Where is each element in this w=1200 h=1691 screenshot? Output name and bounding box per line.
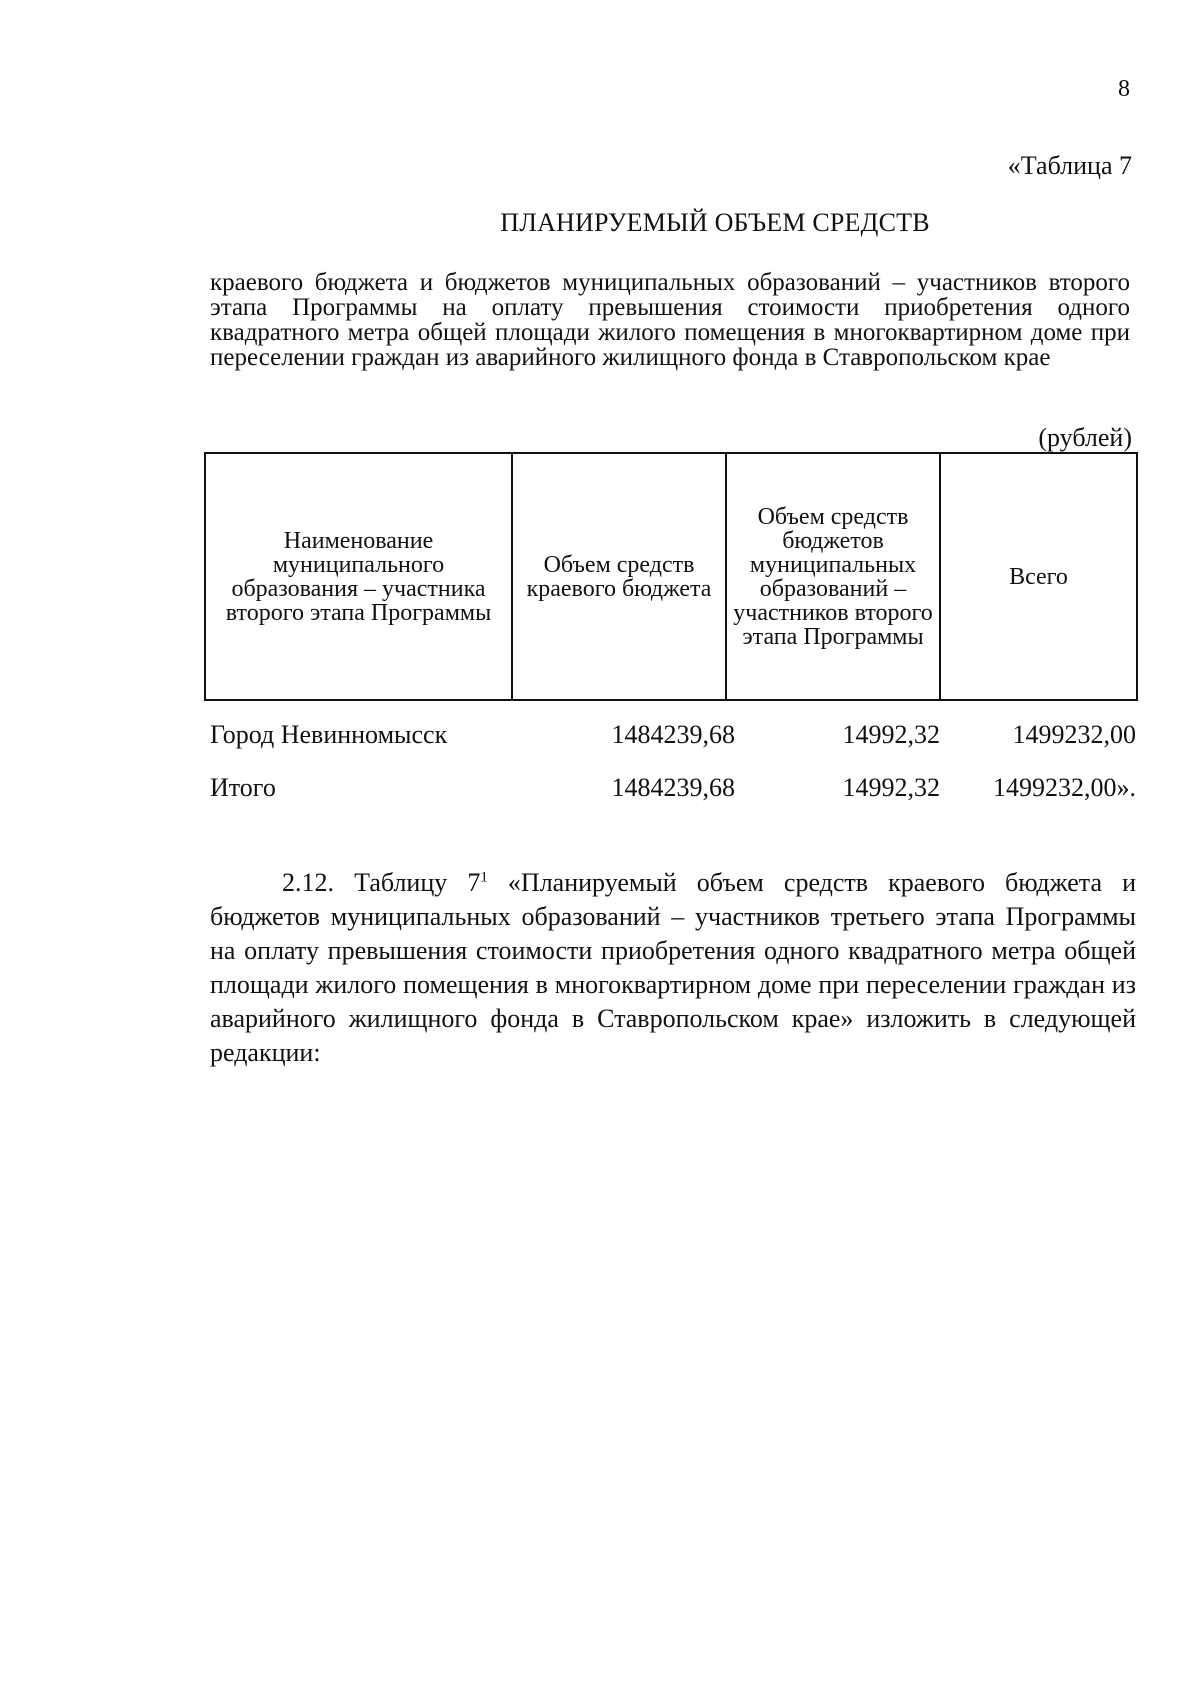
table-row-total [210,761,1136,814]
paragraph-prefix: 2.12. Таблицу 7 [282,868,481,897]
page-number: 8 [1118,76,1130,102]
total-municipal-budget: 14992,32 [842,773,940,802]
header-total: Всего [940,453,1137,700]
total-sum: 1499232,00». [993,773,1136,802]
table-row [210,708,1136,761]
paragraph-superscript: 1 [480,869,488,886]
table-body [210,708,1136,814]
total-row-label: Итого [210,773,276,802]
row-municipal-budget: 14992,32 [842,720,940,749]
table-caption: «Таблица 7 [1007,151,1132,180]
total-regional-budget: 1484239,68 [611,773,735,802]
row-municipality: Город Невинномысск [210,720,448,749]
header-municipal-budget: Объем средств бюджетов муниципальных образований – участников второго этапа Программы [726,453,940,700]
header-regional-budget: Объем средств краевого бюджета [512,453,726,700]
amendment-paragraph [210,866,1136,1070]
row-total: 1499232,00 [1012,720,1136,749]
table-header [204,452,1138,701]
header-municipality: Наименование муниципального образования – участника второго этапа Программы [205,453,512,700]
document-title: ПЛАНИРУЕМЫЙ ОБЪЕМ СРЕДСТВ [500,208,930,237]
units-label: (рублей) [1038,423,1132,452]
row-regional-budget: 1484239,68 [611,720,735,749]
table-subtitle: краевого бюджета и бюджетов муниципальных образований – участников второго этапа Программы на оплату превышения стоимости приобретения одного квадратного метра общей площади жилого помещения в многоквартирном доме при переселении граждан из аварийного жилищного фонда в Ставропольском крае [210,269,1130,371]
paragraph-text: «Планируемый объем средств краевого бюджета и бюджетов муниципальных образований – участников третьего этапа Программы на оплату превышения стоимости приобретения одного квадратного метра общей площади жилого помещения в многоквартирном доме при переселении граждан из аварийного жилищного фонда в Ставропольском крае» изложить в следующей редакции: [210,868,1136,1067]
header-row [205,453,1137,700]
